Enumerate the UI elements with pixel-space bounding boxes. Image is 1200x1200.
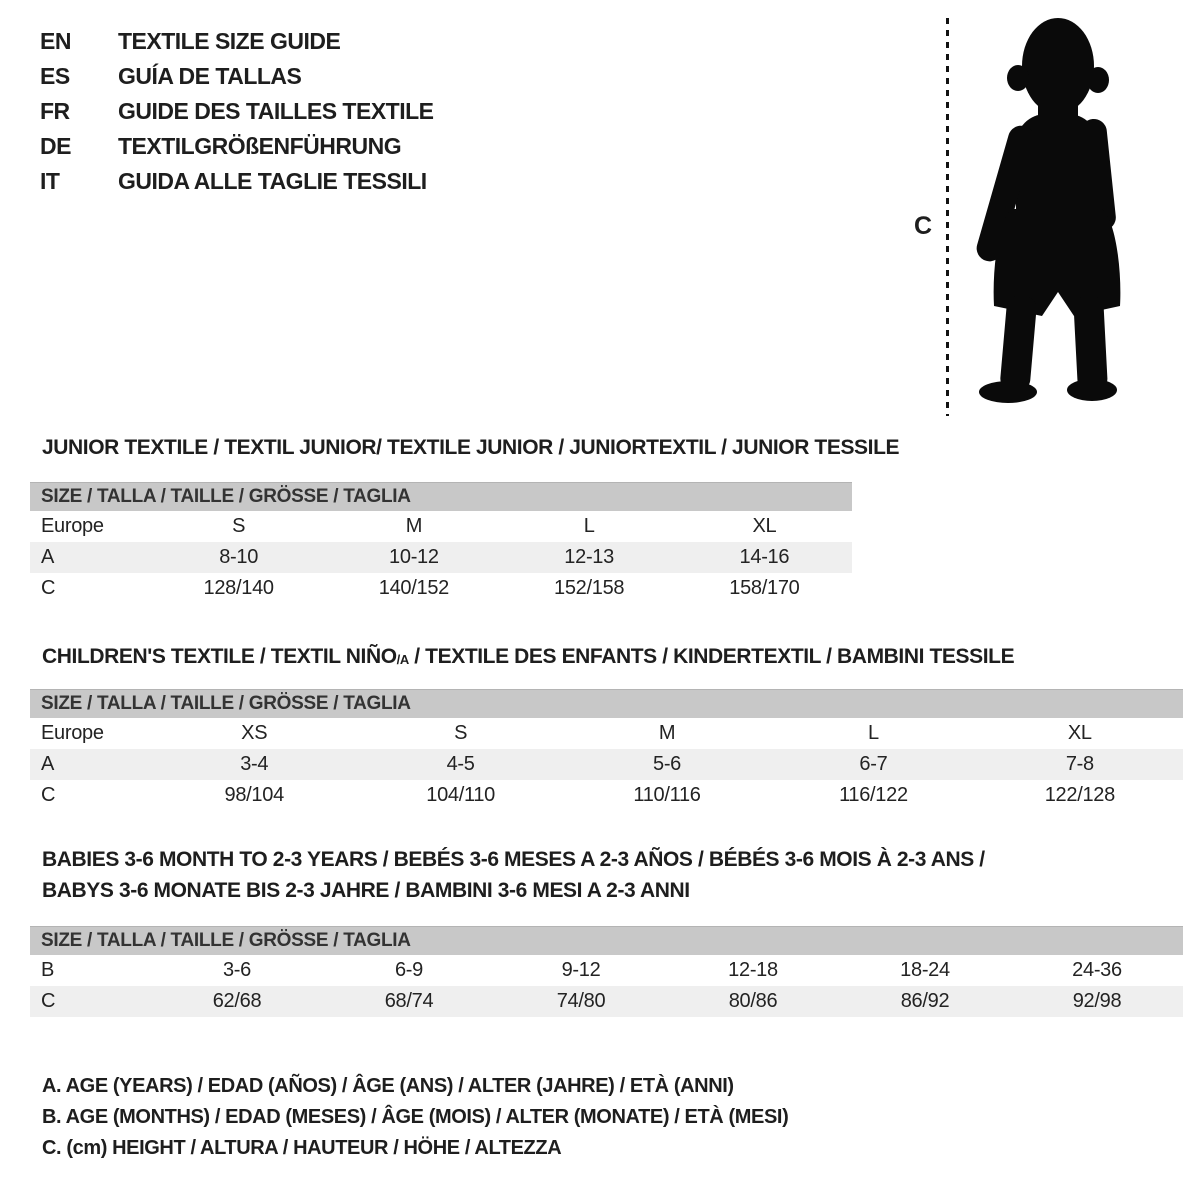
legend-line-b: B. AGE (MONTHS) / EDAD (MESES) / ÂGE (MOIS) / ALTER (MONATE) / ETÀ (MESI) [42, 1106, 789, 1128]
table-cell: M [658, 722, 676, 744]
lang-row-en [40, 24, 434, 59]
table-cell: L [583, 515, 595, 537]
table-row [30, 780, 1183, 811]
children-size-table [30, 689, 1183, 811]
row-label: B [41, 959, 55, 981]
table-cell: 122/128 [1044, 784, 1115, 806]
table-cell: 74/80 [556, 990, 606, 1012]
row-label: C [41, 577, 56, 599]
table-row [30, 511, 852, 542]
legend-block [42, 1071, 788, 1164]
lang-row-it [40, 164, 434, 199]
lang-code: ES [40, 63, 70, 89]
table-cell: 7-8 [1065, 753, 1094, 775]
table-cell: 8-10 [219, 546, 259, 568]
table-cell: 128/140 [203, 577, 274, 599]
row-label: A [41, 753, 55, 775]
table-cell: 14-16 [739, 546, 790, 568]
junior-table-rows [30, 511, 852, 604]
table-cell: 68/74 [384, 990, 434, 1012]
babies-table-rows [30, 955, 1183, 1017]
children-heading-subscript: /A [396, 652, 409, 667]
table-cell: 5-6 [653, 753, 682, 775]
row-label: C [41, 990, 56, 1012]
lang-row-es [40, 59, 434, 94]
size-header-band: SIZE / TALLA / TAILLE / GRÖSSE / TAGLIA [30, 926, 1183, 955]
babies-heading-line1: BABIES 3-6 MONTH TO 2-3 YEARS / BEBÉS 3-6 MESES A 2-3 AÑOS / BÉBÉS 3-6 MOIS À 2-3 ANS / [42, 848, 985, 871]
lang-title: GUÍA DE TALLAS [118, 63, 302, 89]
table-cell: 152/158 [554, 577, 625, 599]
row-label: C [41, 784, 56, 806]
height-measure-dashed-line [946, 18, 949, 416]
table-cell: 140/152 [378, 577, 449, 599]
children-table-rows [30, 718, 1183, 811]
table-row [30, 542, 852, 573]
children-heading-pre: CHILDREN'S TEXTILE / TEXTIL NIÑO [42, 645, 397, 668]
table-cell: 6-9 [394, 959, 423, 981]
row-label: Europe [41, 722, 104, 744]
table-cell: 10-12 [389, 546, 439, 568]
babies-heading-line2: BABYS 3-6 MONATE BIS 2-3 JAHRE / BAMBINI 3-6 MESI A 2-3 ANNI [42, 879, 690, 902]
lang-title: TEXTILE SIZE GUIDE [118, 28, 341, 54]
lang-title: GUIDE DES TAILLES TEXTILE [118, 98, 434, 124]
table-cell: S [454, 722, 468, 744]
table-row [30, 573, 852, 604]
language-title-block [40, 24, 434, 199]
junior-size-table [30, 482, 852, 604]
size-header-band: SIZE / TALLA / TAILLE / GRÖSSE / TAGLIA [30, 689, 1183, 718]
table-row [30, 986, 1183, 1017]
table-cell: 12-18 [728, 959, 778, 981]
table-cell: 4-5 [446, 753, 475, 775]
table-cell: 6-7 [859, 753, 888, 775]
table-cell: 92/98 [1072, 990, 1122, 1012]
lang-title: GUIDA ALLE TAGLIE TESSILI [118, 168, 427, 194]
legend-line-c: C. (cm) HEIGHT / ALTURA / HAUTEUR / HÖHE / ALTEZZA [42, 1137, 562, 1159]
junior-section-heading: JUNIOR TEXTILE / TEXTIL JUNIOR/ TEXTILE JUNIOR / JUNIORTEXTIL / JUNIOR TESSILE [42, 436, 900, 459]
size-header-band: SIZE / TALLA / TAILLE / GRÖSSE / TAGLIA [30, 482, 852, 511]
legend-line-a: A. AGE (YEARS) / EDAD (AÑOS) / ÂGE (ANS) / ALTER (JAHRE) / ETÀ (ANNI) [42, 1075, 734, 1097]
table-cell: S [232, 515, 246, 537]
lang-row-de [40, 129, 434, 164]
table-row [30, 718, 1183, 749]
toddler-silhouette-icon [968, 14, 1146, 414]
babies-section-heading [42, 844, 985, 906]
table-cell: 116/122 [839, 784, 908, 806]
table-cell: 104/110 [426, 784, 495, 806]
table-cell: 98/104 [224, 784, 284, 806]
table-cell: 24-36 [1072, 959, 1122, 981]
table-row [30, 749, 1183, 780]
row-label: A [41, 546, 55, 568]
lang-code: FR [40, 98, 70, 124]
row-label: Europe [41, 515, 104, 537]
lang-code: EN [40, 28, 71, 54]
table-cell: XL [752, 515, 777, 537]
table-cell: L [868, 722, 879, 744]
table-cell: 62/68 [212, 990, 262, 1012]
table-cell: 3-6 [222, 959, 251, 981]
table-cell: 12-13 [564, 546, 614, 568]
table-cell: M [405, 515, 423, 537]
table-cell: 80/86 [728, 990, 778, 1012]
table-cell: 3-4 [240, 753, 269, 775]
lang-title: TEXTILGRÖßENFÜHRUNG [118, 133, 402, 159]
table-cell: 158/170 [729, 577, 800, 599]
table-cell: 86/92 [900, 990, 950, 1012]
table-cell: 110/116 [633, 784, 701, 806]
table-row [30, 955, 1183, 986]
lang-row-fr [40, 94, 434, 129]
table-cell: XL [1067, 722, 1092, 744]
table-cell: 9-12 [561, 959, 601, 981]
table-cell: 18-24 [900, 959, 950, 981]
table-cell: XS [241, 722, 268, 744]
lang-code: IT [40, 168, 60, 194]
children-section-heading [42, 645, 1014, 669]
babies-size-table [30, 926, 1183, 1017]
lang-code: DE [40, 133, 71, 159]
children-heading-post: / TEXTILE DES ENFANTS / KINDERTEXTIL / BAMBINI TESSILE [408, 645, 1015, 668]
height-measure-label: C [914, 212, 933, 240]
